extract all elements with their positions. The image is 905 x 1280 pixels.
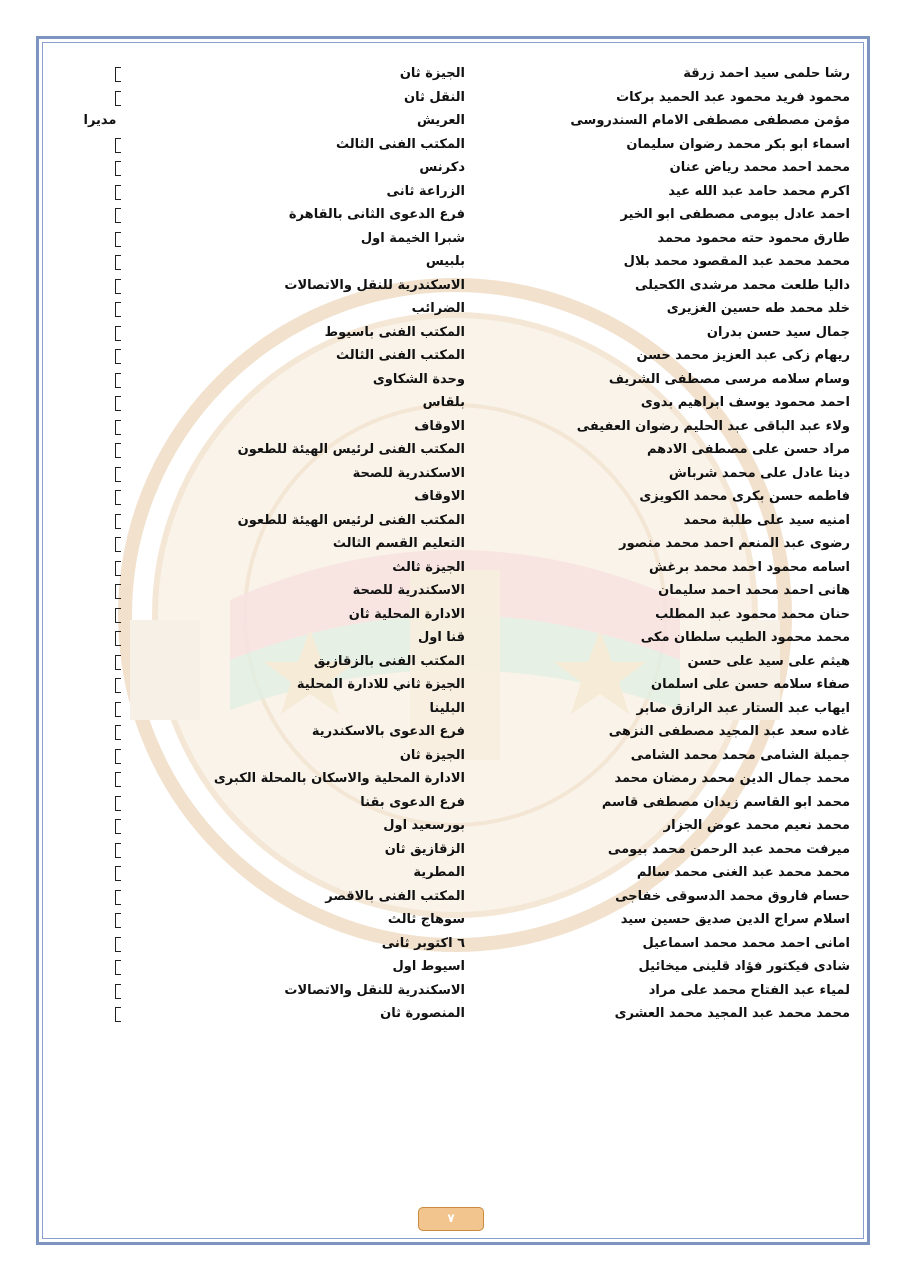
table-row <box>60 838 850 862</box>
employee-name: صفاء سلامه حسن على اسلمان <box>650 677 850 692</box>
page-number: ٧ <box>418 1207 484 1231</box>
employee-name: اسلام سراج الدين صديق حسين سيد <box>620 912 850 927</box>
employee-name: خلد محمد طه حسين الغزيرى <box>666 301 850 316</box>
table-row <box>60 626 850 650</box>
assigned-office: المكتب الفنى الثالث <box>335 348 465 363</box>
assigned-office: الجيزة ثاني للادارة المحلية <box>296 677 465 692</box>
assigned-office: ٦ اكتوبر ثانى <box>381 935 465 951</box>
table-row <box>60 908 850 932</box>
table-row <box>60 485 850 509</box>
employee-name: مراد حسن على مصطفى الادهم <box>646 442 850 457</box>
assigned-office: الاسكندرية للصحة <box>352 465 465 481</box>
employee-name: محمد محمد عبد المجيد محمد العشرى <box>614 1006 850 1021</box>
bracket-mark <box>115 349 121 364</box>
assigned-office: الجيزة ثالث <box>392 559 465 575</box>
names-table <box>60 62 850 1026</box>
assigned-office: الاوقاف <box>414 418 465 434</box>
employee-name: وسام سلامه مرسى مصطفى الشريف <box>608 371 850 387</box>
employee-name: جميلة الشامى محمد محمد الشامى <box>630 747 850 763</box>
employee-name: مؤمن مصطفى مصطفى الامام السندروسى <box>570 113 850 128</box>
employee-name: جمال سيد حسن بدران <box>706 324 850 340</box>
bracket-mark <box>115 584 121 599</box>
bracket-mark <box>115 678 121 693</box>
employee-name: فاطمه حسن بكرى محمد الكويزى <box>639 489 850 504</box>
table-row <box>60 556 850 580</box>
table-row <box>60 203 850 227</box>
table-row <box>60 438 850 462</box>
employee-name: محمد احمد محمد رياض عنان <box>669 160 850 175</box>
bracket-mark <box>115 537 121 552</box>
bracket-mark <box>115 208 121 223</box>
assigned-office: العريش <box>416 113 465 128</box>
table-row <box>60 532 850 556</box>
bracket-mark <box>115 138 121 153</box>
table-row <box>60 697 850 721</box>
employee-name: محمد جمال الدين محمد رمضان محمد <box>614 771 850 786</box>
assigned-office: المكتب الفنى باسيوط <box>324 324 465 340</box>
assigned-office: الزراعة ثانى <box>386 183 465 199</box>
bracket-mark <box>115 631 121 646</box>
assigned-office: البلينا <box>429 700 465 716</box>
employee-name: احمد محمود يوسف ابراهيم بدوى <box>640 395 850 410</box>
bracket-mark <box>115 608 121 623</box>
assigned-office: المكتب الفنى الثالث <box>335 136 465 152</box>
table-row <box>60 814 850 838</box>
assigned-office: المكتب الفنى لرئيس الهيئة للطعون <box>237 442 465 457</box>
employee-name: احمد عادل بيومى مصطفى ابو الخير <box>620 207 850 222</box>
bracket-mark <box>115 514 121 529</box>
assigned-office: بورسعيد اول <box>383 818 465 833</box>
assigned-office: المطرية <box>413 865 465 880</box>
table-row <box>60 650 850 674</box>
table-row <box>60 791 850 815</box>
bracket-mark <box>115 890 121 905</box>
bracket-mark <box>115 326 121 341</box>
employee-name: هانى احمد محمد احمد سليمان <box>658 583 850 598</box>
table-row <box>60 133 850 157</box>
table-row <box>60 391 850 415</box>
assigned-office: الادارة المحلية ثان <box>348 606 465 622</box>
table-row <box>60 62 850 86</box>
table-row <box>60 603 850 627</box>
assigned-office: المكتب الفنى لرئيس الهيئة للطعون <box>237 512 465 528</box>
table-row <box>60 861 850 885</box>
employee-name: محمد نعيم محمد عوض الجزار <box>663 818 850 833</box>
assigned-office: اسيوط اول <box>392 959 465 974</box>
table-row <box>60 227 850 251</box>
table-row <box>60 297 850 321</box>
table-row <box>60 344 850 368</box>
employee-name: ولاء عبد الباقى عبد الحليم رضوان العفيفى <box>576 418 850 434</box>
employee-name: حسام فاروق محمد الدسوقى خفاجى <box>615 888 850 904</box>
table-row <box>60 744 850 768</box>
bracket-mark <box>115 960 121 975</box>
employee-name: اكرم محمد حامد عبد الله عيد <box>668 183 850 199</box>
bracket-mark <box>115 913 121 928</box>
assigned-office: الادارة المحلية والاسكان بالمحلة الكبرى <box>213 771 465 786</box>
bracket-mark <box>115 420 121 435</box>
table-row <box>60 720 850 744</box>
bracket-mark <box>115 819 121 834</box>
employee-name: امانى احمد محمد محمد اسماعيل <box>642 935 850 951</box>
bracket-mark <box>115 161 121 176</box>
table-row <box>60 156 850 180</box>
assigned-office: قنا اول <box>417 630 465 645</box>
bracket-mark <box>115 725 121 740</box>
assigned-office: الاوقاف <box>414 489 465 504</box>
table-row <box>60 321 850 345</box>
table-row <box>60 274 850 298</box>
bracket-mark <box>115 302 121 317</box>
assigned-office: الزقازيق ثان <box>384 841 465 857</box>
bracket-mark <box>115 490 121 505</box>
assigned-office: فرع الدعوى الثانى بالقاهرة <box>288 207 465 222</box>
table-row <box>60 1002 850 1026</box>
assigned-office: الاسكندرية للصحة <box>352 583 465 598</box>
assigned-office: الجيزة ثان <box>399 747 465 763</box>
bracket-mark <box>115 279 121 294</box>
employee-name: غاده سعد عبد المجيد مصطفى النزهى <box>608 724 850 739</box>
employee-name: رشا حلمى سيد احمد زرقة <box>683 66 850 81</box>
bracket-mark <box>115 843 121 858</box>
employee-name: ريهام زكى عبد العزيز محمد حسن <box>636 348 850 363</box>
table-row <box>60 86 850 110</box>
bracket-mark <box>115 467 121 482</box>
assigned-office: المنصورة ثان <box>380 1006 465 1021</box>
assigned-office: المكتب الفنى بالزقازيق <box>313 653 465 669</box>
assigned-office: الاسكندرية للنقل والاتصالات <box>284 982 465 998</box>
assigned-office: دكرنس <box>419 160 465 175</box>
bracket-mark <box>115 655 121 670</box>
employee-name: محمد ابو القاسم زيدان مصطفى قاسم <box>601 794 850 810</box>
employee-name: حنان محمد محمود عبد المطلب <box>655 606 850 622</box>
bracket-mark <box>115 185 121 200</box>
assigned-office: وحدة الشكاوى <box>372 371 465 387</box>
bracket-mark <box>115 772 121 787</box>
employee-name: ايهاب عبد الستار عبد الرازق صابر <box>636 700 850 716</box>
assigned-office: الاسكندرية للنقل والاتصالات <box>284 277 465 293</box>
bracket-mark <box>115 67 121 82</box>
table-row <box>60 368 850 392</box>
table-row <box>60 955 850 979</box>
employee-name: اسامه محمود احمد محمد برغش <box>648 559 850 575</box>
employee-name: هيثم على سيد على حسن <box>687 653 850 669</box>
bracket-mark <box>115 255 121 270</box>
table-row <box>60 885 850 909</box>
bracket-mark <box>115 443 121 458</box>
assigned-office: الجيزة ثان <box>399 66 465 81</box>
assigned-office: شبرا الخيمة اول <box>360 230 465 246</box>
assigned-office: المكتب الفنى بالاقصر <box>325 888 465 904</box>
bracket-mark <box>115 232 121 247</box>
bracket-mark <box>115 561 121 576</box>
employee-name: طارق محمود حته محمود محمد <box>657 230 850 246</box>
assigned-office: النقل ثان <box>404 89 465 105</box>
bracket-mark <box>115 1007 121 1022</box>
bracket-mark <box>115 796 121 811</box>
bracket-mark <box>115 749 121 764</box>
assigned-office: فرع الدعوى بقنا <box>360 794 465 810</box>
employee-name: محمود فريد محمود عبد الحميد بركات <box>616 89 850 105</box>
table-row <box>60 579 850 603</box>
table-row <box>60 250 850 274</box>
table-row <box>60 462 850 486</box>
assigned-office: فرع الدعوى بالاسكندرية <box>311 724 465 739</box>
assigned-office: بلبيس <box>425 254 465 269</box>
employee-name: لمياء عبد الفتاح محمد على مراد <box>648 982 850 998</box>
employee-name: رضوى عبد المنعم احمد محمد منصور <box>619 536 850 551</box>
table-row <box>60 767 850 791</box>
table-row <box>60 979 850 1003</box>
assigned-office: التعليم القسم الثالث <box>332 536 465 551</box>
employee-name: شادى فيكتور فؤاد قلينى ميخائيل <box>638 959 850 974</box>
bracket-mark <box>115 373 121 388</box>
assigned-office: بلقاس <box>422 395 465 410</box>
employee-name: محمد محمود الطيب سلطان مكى <box>640 630 850 645</box>
bracket-mark <box>115 984 121 999</box>
table-row <box>60 509 850 533</box>
bracket-mark <box>115 702 121 717</box>
table-row <box>60 109 850 133</box>
table-row <box>60 180 850 204</box>
employee-name: ميرفت محمد عبد الرحمن محمد بيومى <box>607 841 850 857</box>
employee-name: اسماء ابو بكر محمد رضوان سليمان <box>626 136 850 152</box>
table-row <box>60 932 850 956</box>
bracket-mark <box>115 866 121 881</box>
employee-name: محمد محمد عبد الغنى محمد سالم <box>636 865 850 880</box>
bracket-mark <box>115 396 121 411</box>
table-row <box>60 673 850 697</box>
position-note: مديرا <box>83 113 117 128</box>
employee-name: داليا طلعت محمد مرشدى الكحيلى <box>635 277 850 293</box>
employee-name: دينا عادل على محمد شرباش <box>668 465 850 481</box>
assigned-office: الضرائب <box>411 301 465 316</box>
bracket-mark <box>115 937 121 952</box>
table-row <box>60 415 850 439</box>
employee-name: محمد محمد عبد المقصود محمد بلال <box>623 254 850 269</box>
bracket-mark <box>115 91 121 106</box>
employee-name: امنيه سيد على طلبة محمد <box>683 512 850 528</box>
assigned-office: سوهاج ثالث <box>387 912 465 927</box>
